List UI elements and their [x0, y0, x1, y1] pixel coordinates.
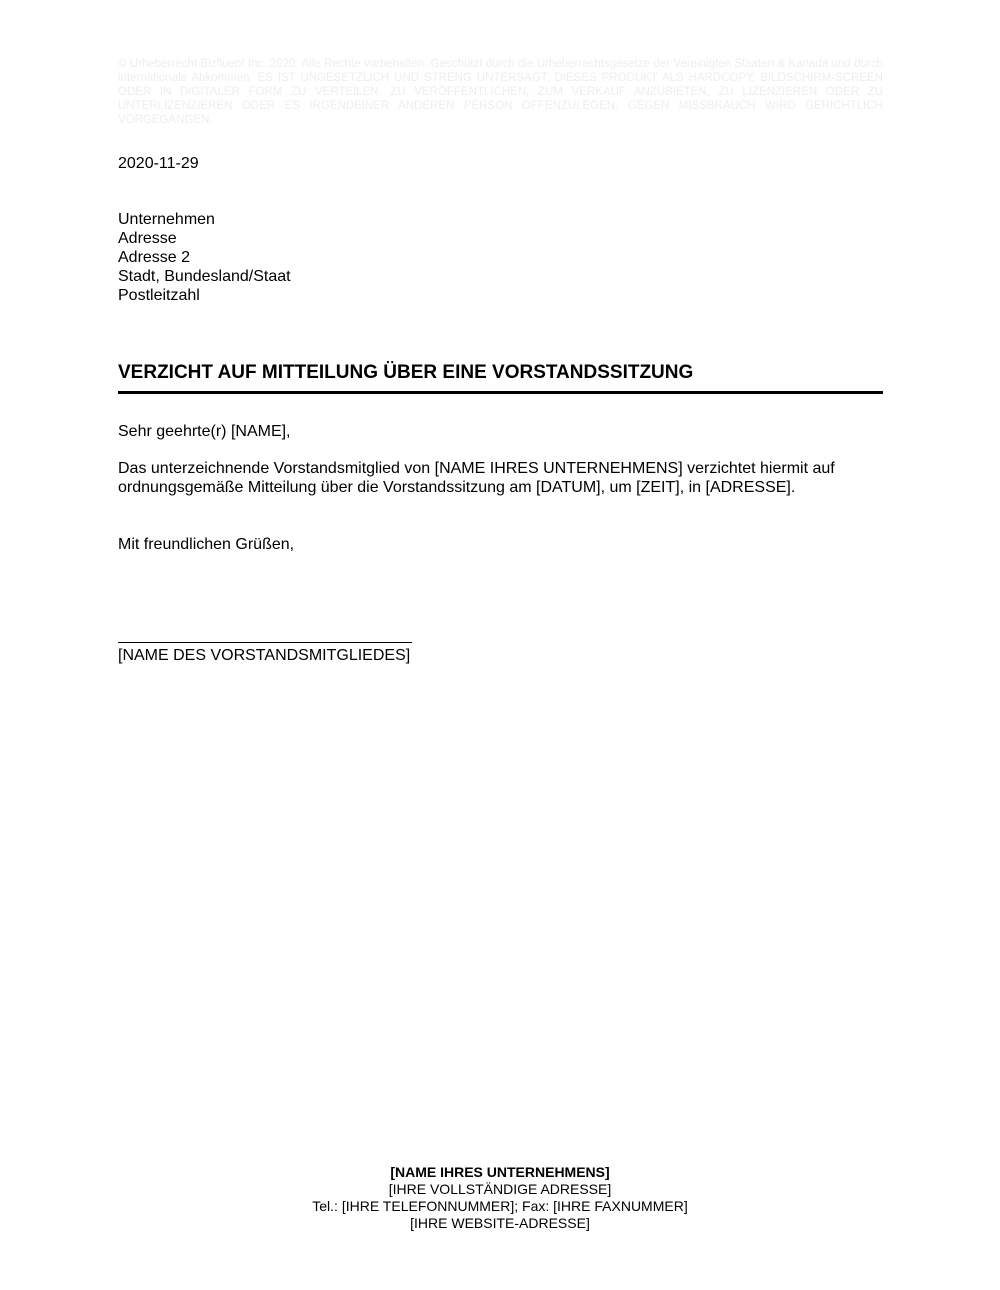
body-paragraph: Das unterzeichnende Vorstandsmitglied von [NAME IHRES UNTERNEHMENS] verzichtet hiermit auf ordnungsgemäße Mitteilung über die Vorstandssitzung am [DATUM], um [ZEIT], in [ADRESSE].: [118, 460, 835, 496]
letter-date: 2020-11-29: [118, 155, 199, 172]
address-line: Adresse: [118, 230, 177, 247]
recipient-address: [118, 210, 291, 305]
document-title: VERZICHT AUF MITTEILUNG ÜBER EINE VORSTANDSSITZUNG: [118, 362, 694, 383]
footer-website: [IHRE WEBSITE-ADRESSE]: [410, 1215, 590, 1231]
closing: Mit freundlichen Grüßen,: [118, 536, 295, 553]
salutation: Sehr geehrte(r) [NAME],: [118, 423, 291, 440]
address-line: Postleitzahl: [118, 287, 200, 304]
address-line: Unternehmen: [118, 211, 215, 228]
footer-address: [IHRE VOLLSTÄNDIGE ADRESSE]: [388, 1181, 612, 1197]
signature-line: [118, 642, 412, 643]
footer: [0, 1164, 1000, 1232]
footer-company: [NAME IHRES UNTERNEHMENS]: [390, 1164, 610, 1180]
copyright-notice: © Urheberrecht Bizfluent Inc. 2020. Alle Rechte vorbehalten. Geschützt durch die Urheberrechtsgesetze der Vereinigten Staaten & Kanada und durch internationale Abkommen. ES IST UNGESETZLICH UND STRENG UNTERSAGT, DIESES PRODUKT ALS HARDCOPY, BILDSCHIRM-SCREEN ODER IN DIGITALER FORM ZU VERTEILEN, ZU VERÖFFENTLICHEN, ZUM VERKAUF ANZUBIETEN, ZU LIZENZIEREN ODER ZU UNTERLIZENZIEREN ODER ES IRGENDEINER ANDEREN PERSON OFFENZULEGEN. GEGEN MISSBRAUCH WIRD GERICHTLICH VORGEGANGEN.: [118, 58, 883, 126]
address-line: Adresse 2: [118, 249, 191, 266]
signatory-name: [NAME DES VORSTANDSMITGLIEDES]: [118, 647, 411, 664]
footer-contact: Tel.: [IHRE TELEFONNUMMER]; Fax: [IHRE FAXNUMMER]: [312, 1198, 688, 1214]
title-underline: [118, 391, 883, 394]
address-line: Stadt, Bundesland/Staat: [118, 268, 291, 285]
